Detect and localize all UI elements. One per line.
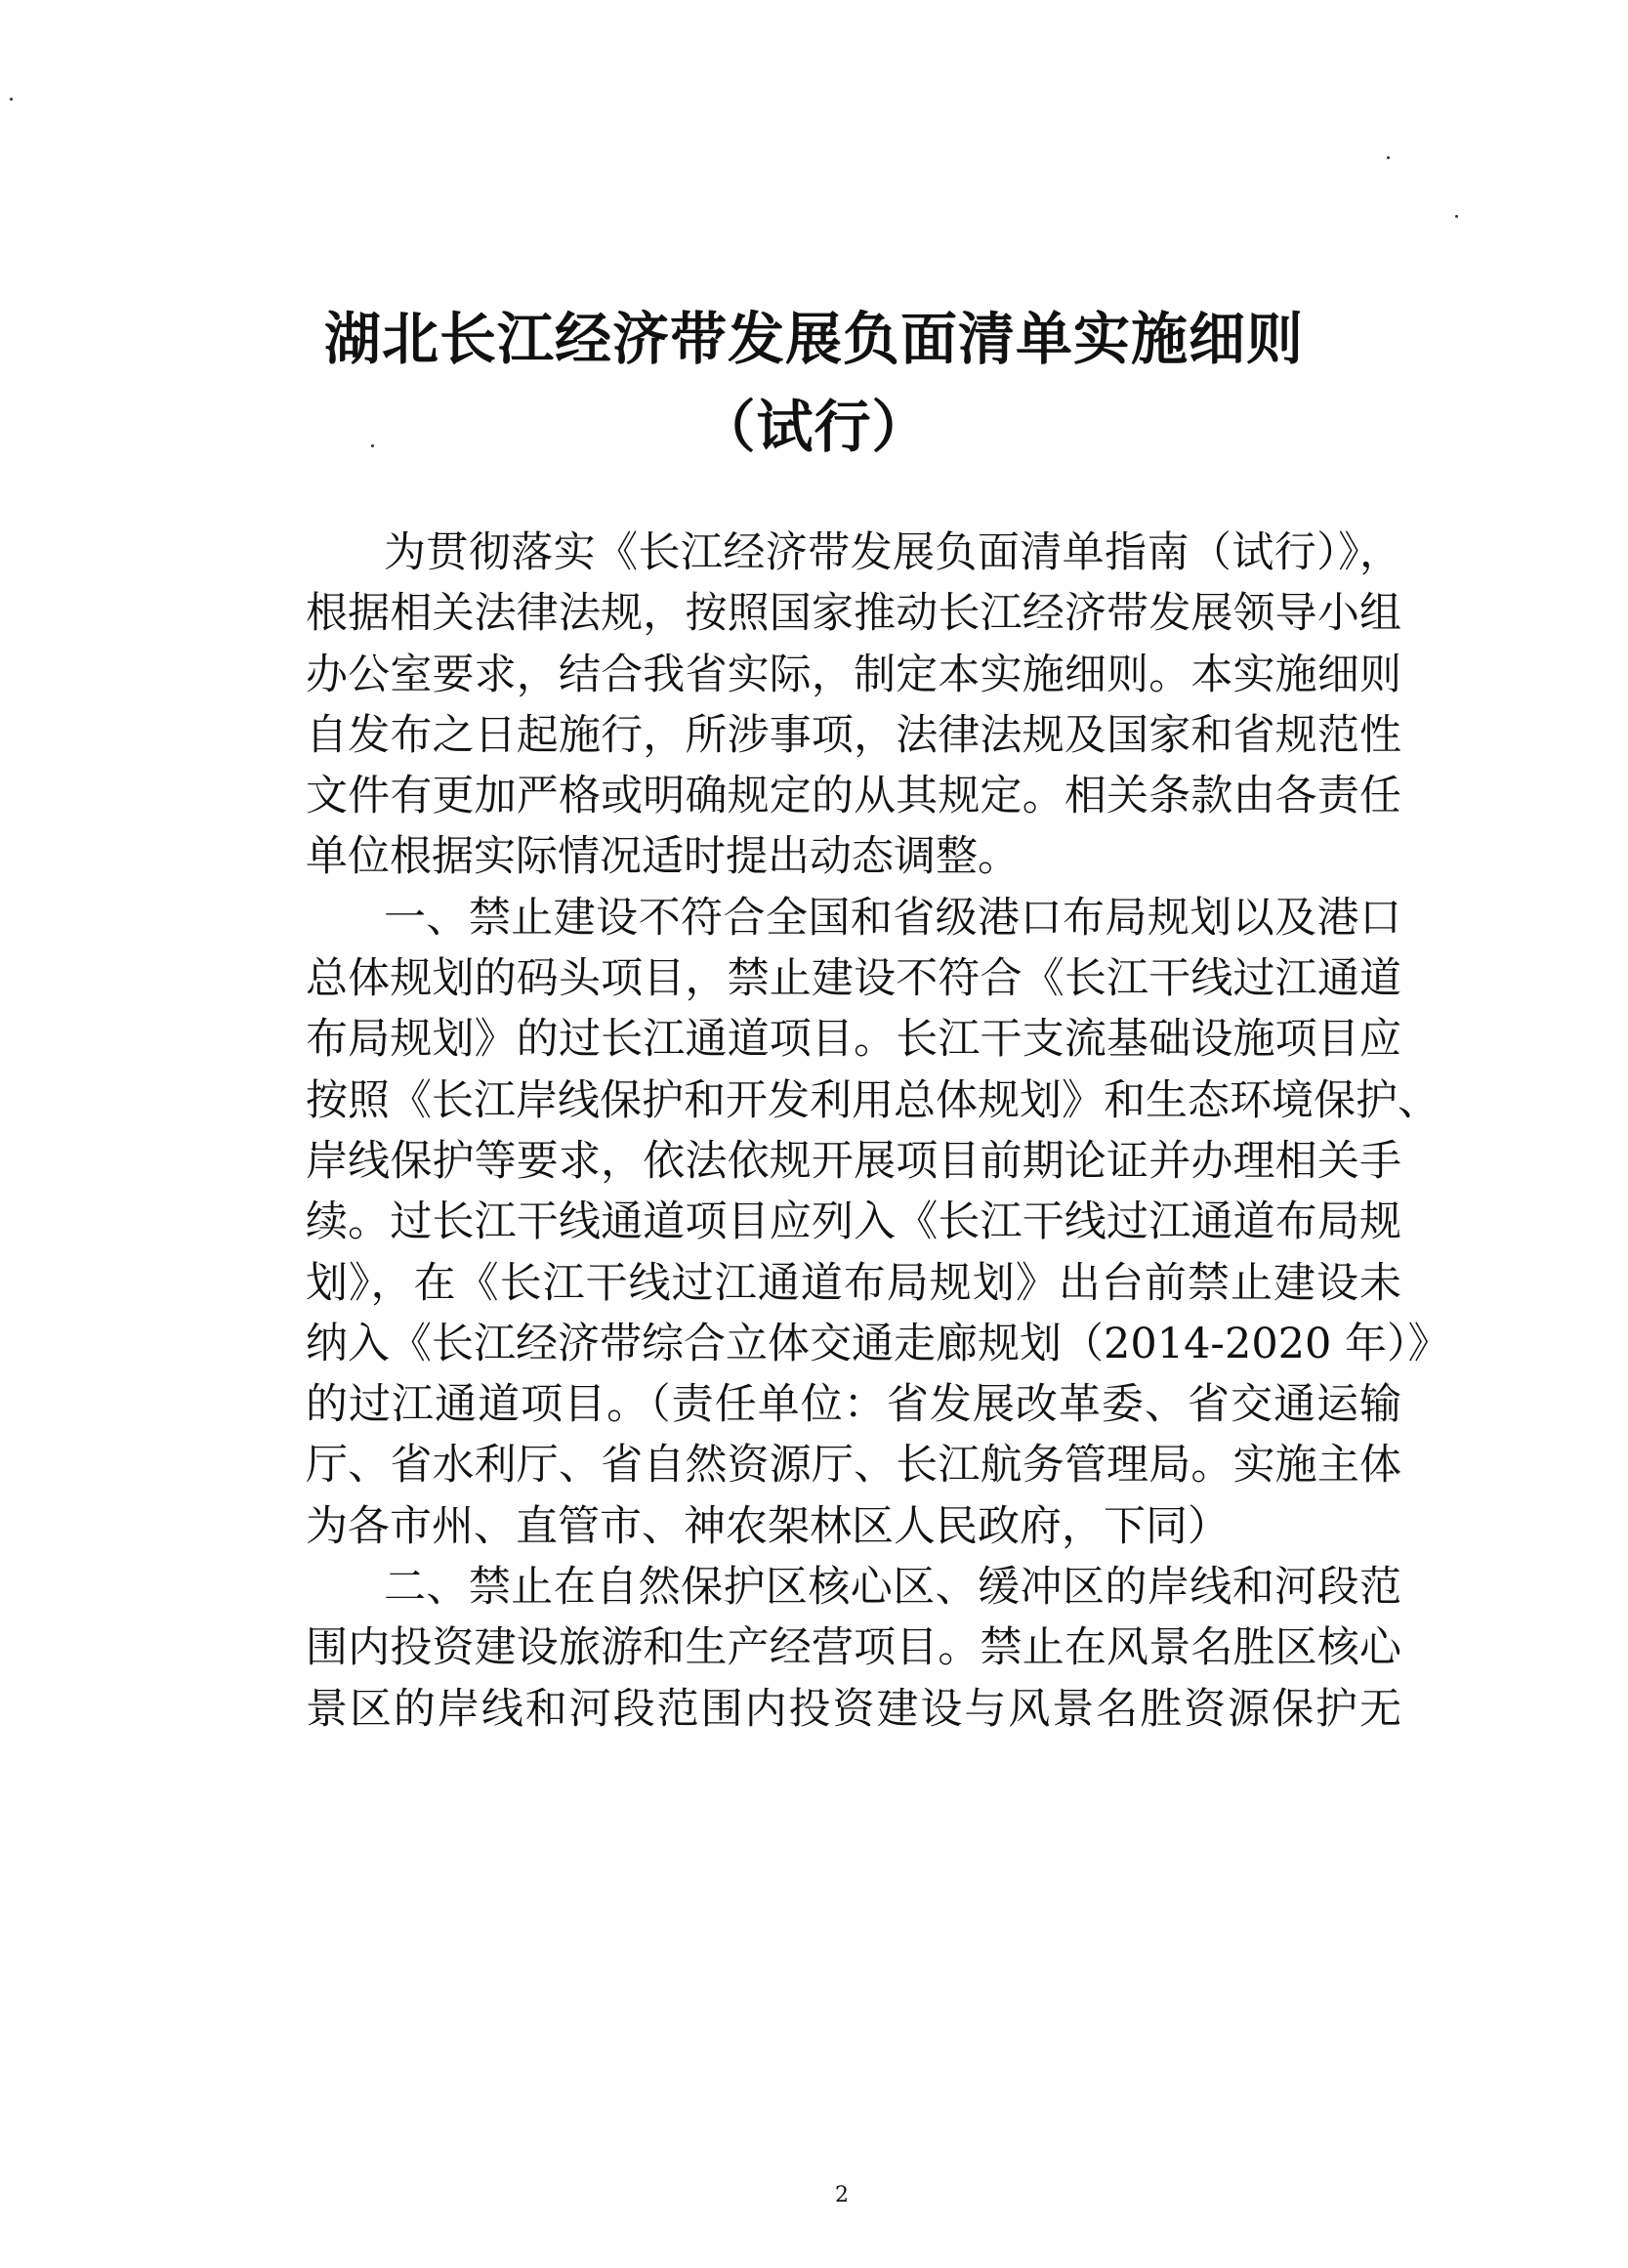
text-line: 为贯彻落实《长江经济带发展负面清单指南（试行）》， [384, 528, 1401, 577]
text-line: 一、禁止建设不符合全国和省级港口布局规划以及港口 [384, 893, 1401, 943]
document-body [306, 523, 1450, 1740]
scan-speck [1455, 215, 1458, 218]
text-line: 文件有更加严格或明确规定的从其规定。相关条款由各责任 [306, 772, 1401, 821]
text-line: 纳入《长江经济带综合立体交通走廊规划（2014-2020 年）》 [306, 1319, 1450, 1368]
text-line: 的过江通道项目。（责任单位：省发展改革委、省交通运输 [306, 1380, 1401, 1430]
text-line: 布局规划》的过长江通道项目。长江干支流基础设施项目应 [306, 1015, 1401, 1065]
text-line: 为各市州、直管市、神农架林区人民政府，下同） [306, 1501, 1230, 1551]
text-line: 根据相关法律法规，按照国家推动长江经济带发展领导小组 [306, 589, 1401, 639]
text-line: 景区的岸线和河段范围内投资建设与风景名胜资源保护无 [306, 1684, 1401, 1734]
text-line: 总体规划的码头项目，禁止建设不符合《长江干线过江通道 [306, 954, 1401, 1004]
text-line: 单位根据实际情况适时提出动态调整。 [306, 832, 1020, 882]
text-line: 厅、省水利厅、省自然资源厅、长江航务管理局。实施主体 [306, 1441, 1401, 1491]
text-line: 划》，在《长江干线过江通道布局规划》出台前禁止建设未 [306, 1258, 1401, 1308]
text-line: 二、禁止在自然保护区核心区、缓冲区的岸线和河段范 [384, 1563, 1401, 1613]
document-subtitle: （试行） [698, 394, 930, 460]
page-number: 2 [835, 2183, 849, 2207]
scan-speck [1387, 156, 1390, 159]
text-line: 续。过长江干线通道项目应列入《长江干线过江通道布局规 [306, 1197, 1401, 1247]
scan-speck [10, 98, 13, 101]
text-line: 办公室要求，结合我省实际，制定本实施细则。本实施细则 [306, 650, 1401, 699]
text-line: 围内投资建设旅游和生产经营项目。禁止在风景名胜区核心 [306, 1623, 1401, 1673]
document-title: 湖北长江经济带发展负面清单实施细则 [323, 306, 1304, 372]
text-line: 岸线保护等要求，依法依规开展项目前期论证并办理相关手 [306, 1136, 1401, 1186]
scan-speck [371, 444, 374, 447]
text-line: 自发布之日起施行，所涉事项，法律法规及国家和省规范性 [306, 710, 1401, 760]
text-line: 按照《长江岸线保护和开发利用总体规划》和生态环境保护、 [306, 1075, 1440, 1125]
